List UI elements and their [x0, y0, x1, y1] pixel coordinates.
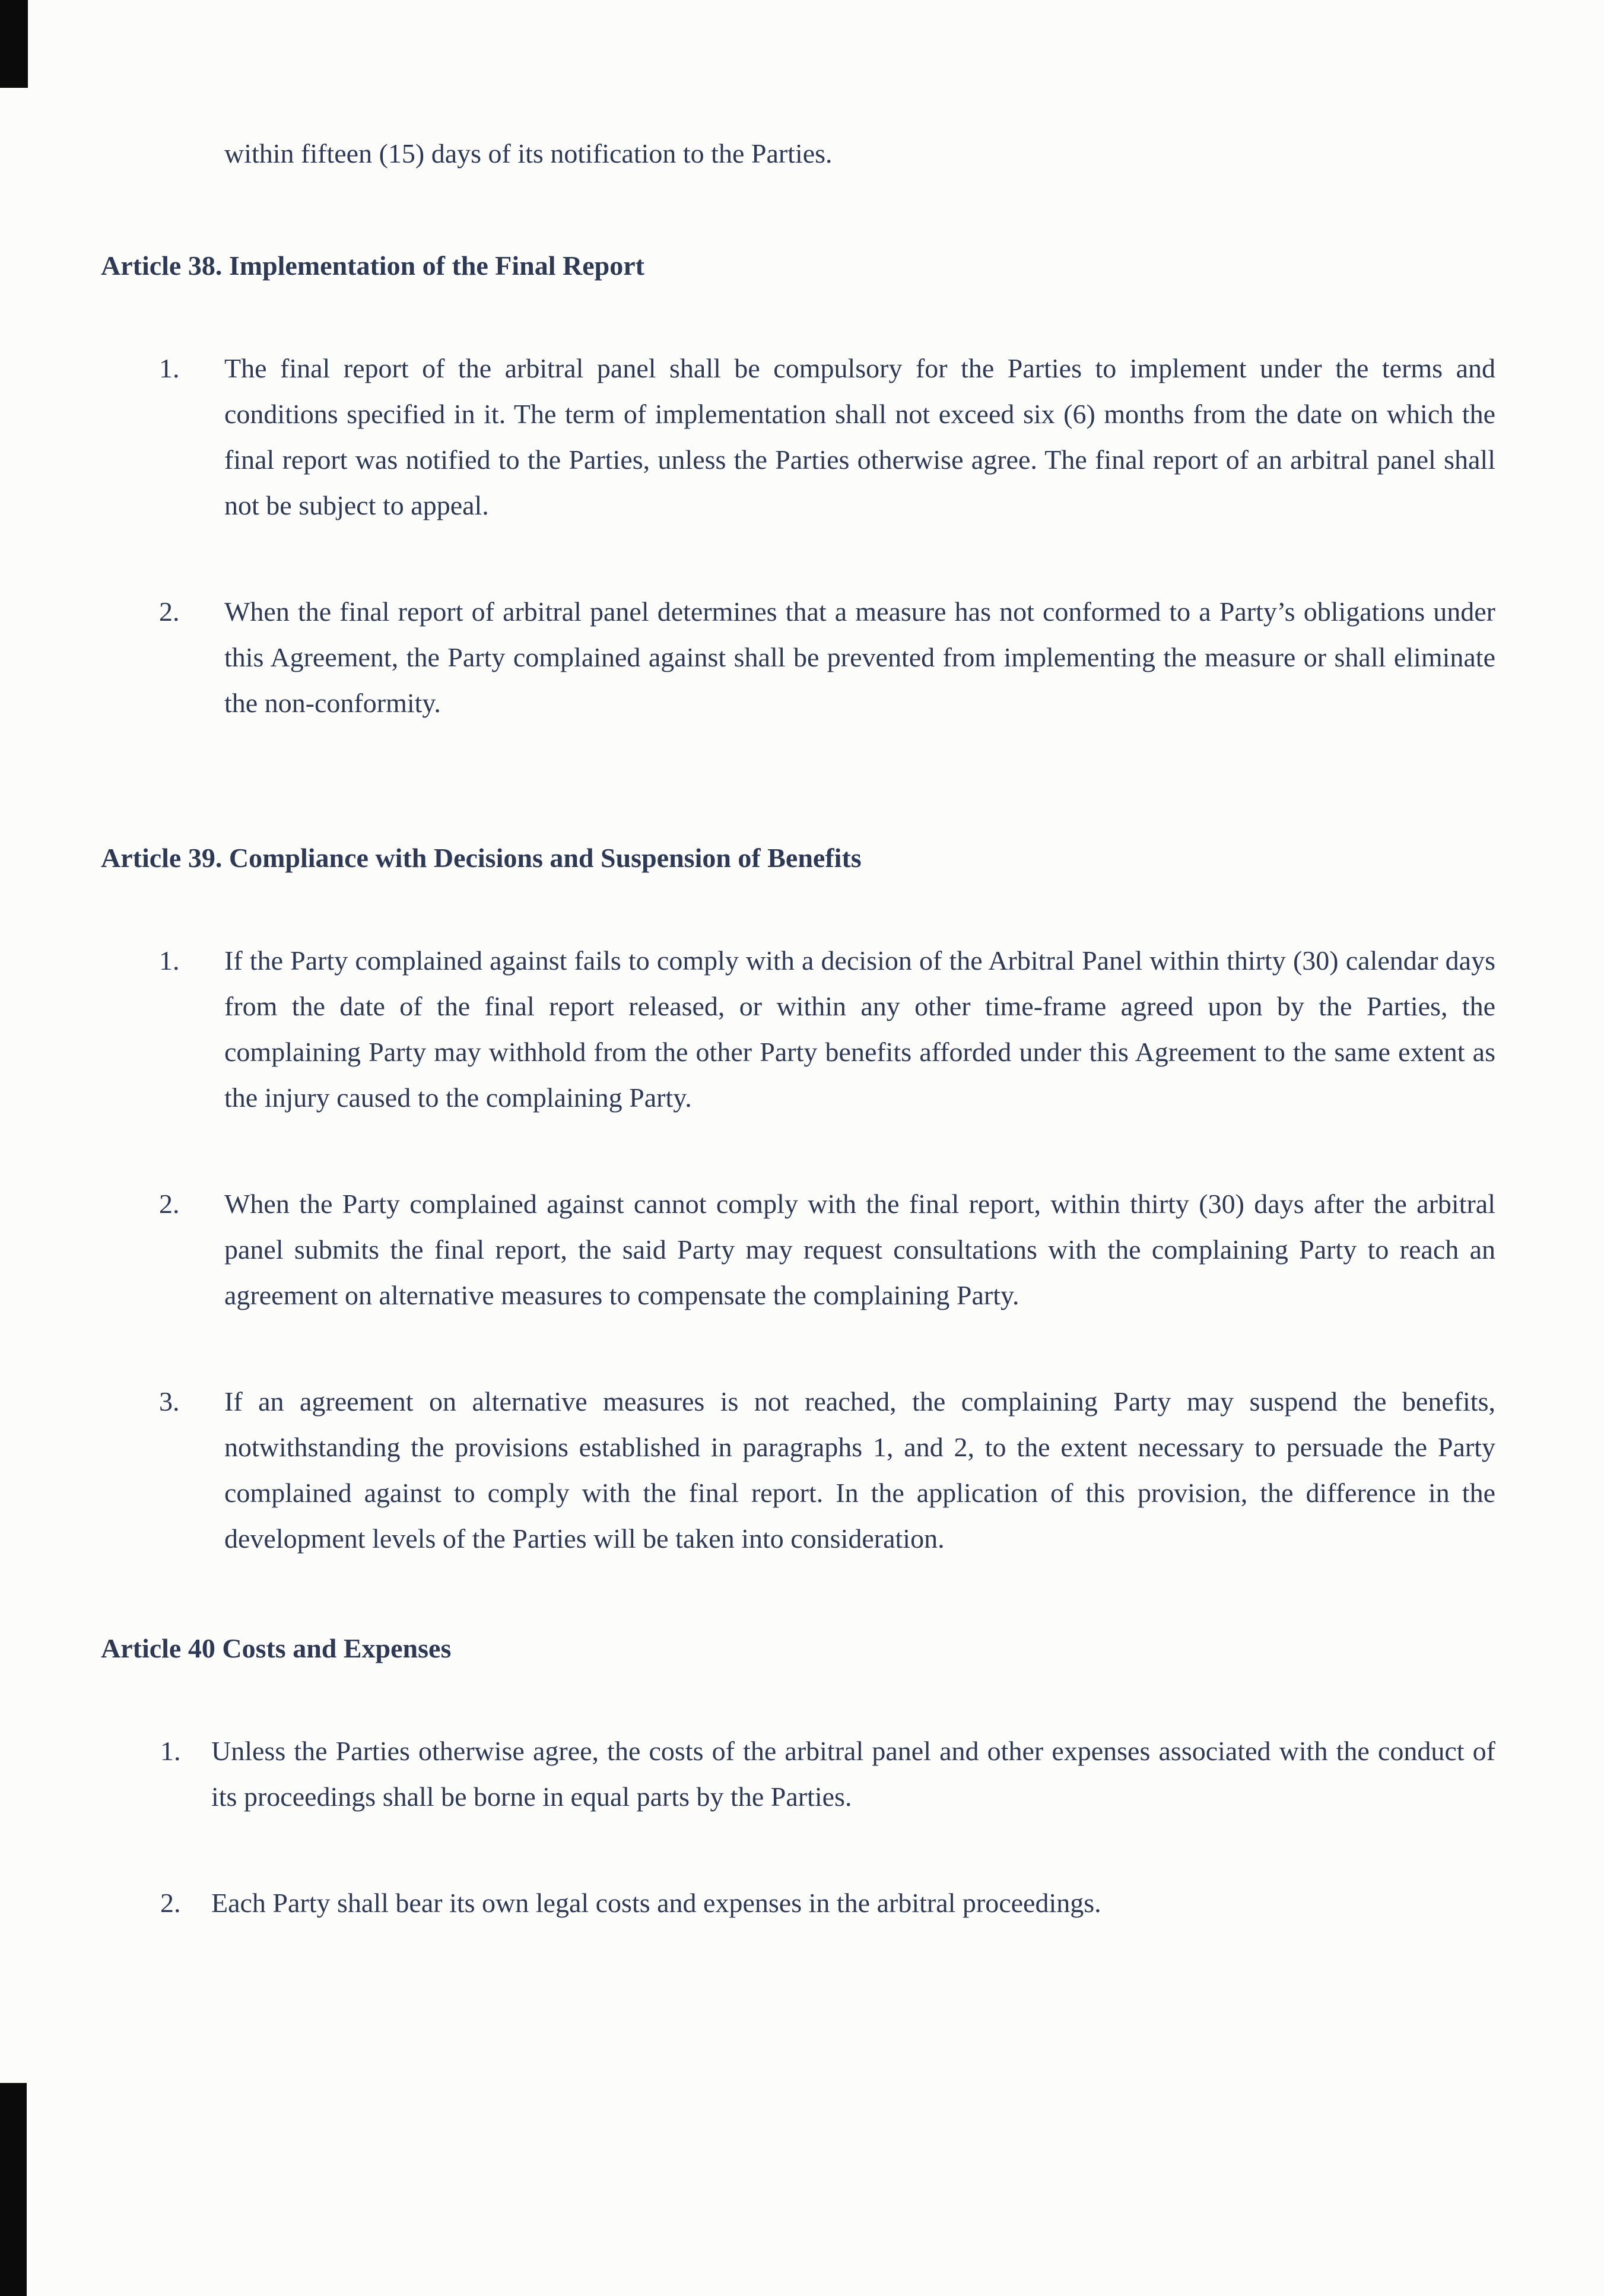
item-number: 2.	[159, 1189, 180, 1219]
list-item	[101, 345, 1495, 528]
item-text: The final report of the arbitral panel shall be compulsory for the Parties to implement under the terms and conditions specified in it. The term of implementation shall not exceed six (6) months from the date on which the final report was notified to the Parties, unless the Parties otherwise agree. The final report of an arbitral panel shall not be subject to appeal.	[224, 353, 1495, 520]
article-40-section	[101, 1625, 1495, 1926]
scan-artifact-bottom-left	[0, 2083, 27, 2296]
list-item	[101, 1880, 1495, 1926]
article-39-heading: Article 39. Compliance with Decisions and Suspension of Benefits	[101, 843, 862, 873]
item-text: If an agreement on alternative measures is not reached, the complaining Party may suspend the benefits, notwithstanding the provisions established in paragraphs 1, and 2, to the extent necessary to persuade the Party complained against to comply with the final report. In the application of this provision, the difference in the development levels of the Parties will be taken into consideration.	[224, 1386, 1495, 1554]
item-text: When the final report of arbitral panel determines that a measure has not conformed to a Party’s obligations under this Agreement, the Party complained against shall be prevented from implementing the measure or shall eliminate the non-conformity.	[224, 596, 1495, 718]
article-40-heading: Article 40 Costs and Expenses	[101, 1633, 452, 1663]
item-number: 1.	[160, 1736, 181, 1766]
article-39-section	[101, 835, 1495, 1561]
article-38-section	[101, 243, 1495, 726]
list-item	[101, 1181, 1495, 1318]
item-number: 2.	[160, 1888, 181, 1918]
list-item	[101, 938, 1495, 1120]
continuation-line: within fifteen (15) days of its notification to the Parties.	[224, 138, 833, 169]
item-text: When the Party complained against cannot comply with the final report, within thirty (30) days after the arbitral panel submits the final report, the said Party may request consultations with the complaining Party to reach an agreement on alternative measures to compensate the complaining Party.	[224, 1189, 1495, 1310]
item-number: 1.	[159, 945, 180, 976]
item-text: Each Party shall bear its own legal costs and expenses in the arbitral proceedings.	[211, 1888, 1101, 1918]
item-number: 2.	[159, 596, 180, 627]
list-item	[101, 589, 1495, 726]
list-item	[101, 1728, 1495, 1819]
item-text: Unless the Parties otherwise agree, the costs of the arbitral panel and other expenses associated with the conduct of its proceedings shall be borne in equal parts by the Parties.	[211, 1736, 1495, 1812]
article-38-heading: Article 38. Implementation of the Final Report	[101, 250, 645, 281]
item-text: If the Party complained against fails to comply with a decision of the Arbitral Panel within thirty (30) calendar days from the date of the final report released, or within any other time-frame agreed upon by the Parties, the complaining Party may withhold from the other Party benefits afforded under this Agreement to the same extent as the injury caused to the complaining Party.	[224, 945, 1495, 1113]
item-number: 1.	[159, 353, 180, 383]
item-number: 3.	[159, 1386, 180, 1417]
list-item	[101, 1379, 1495, 1561]
